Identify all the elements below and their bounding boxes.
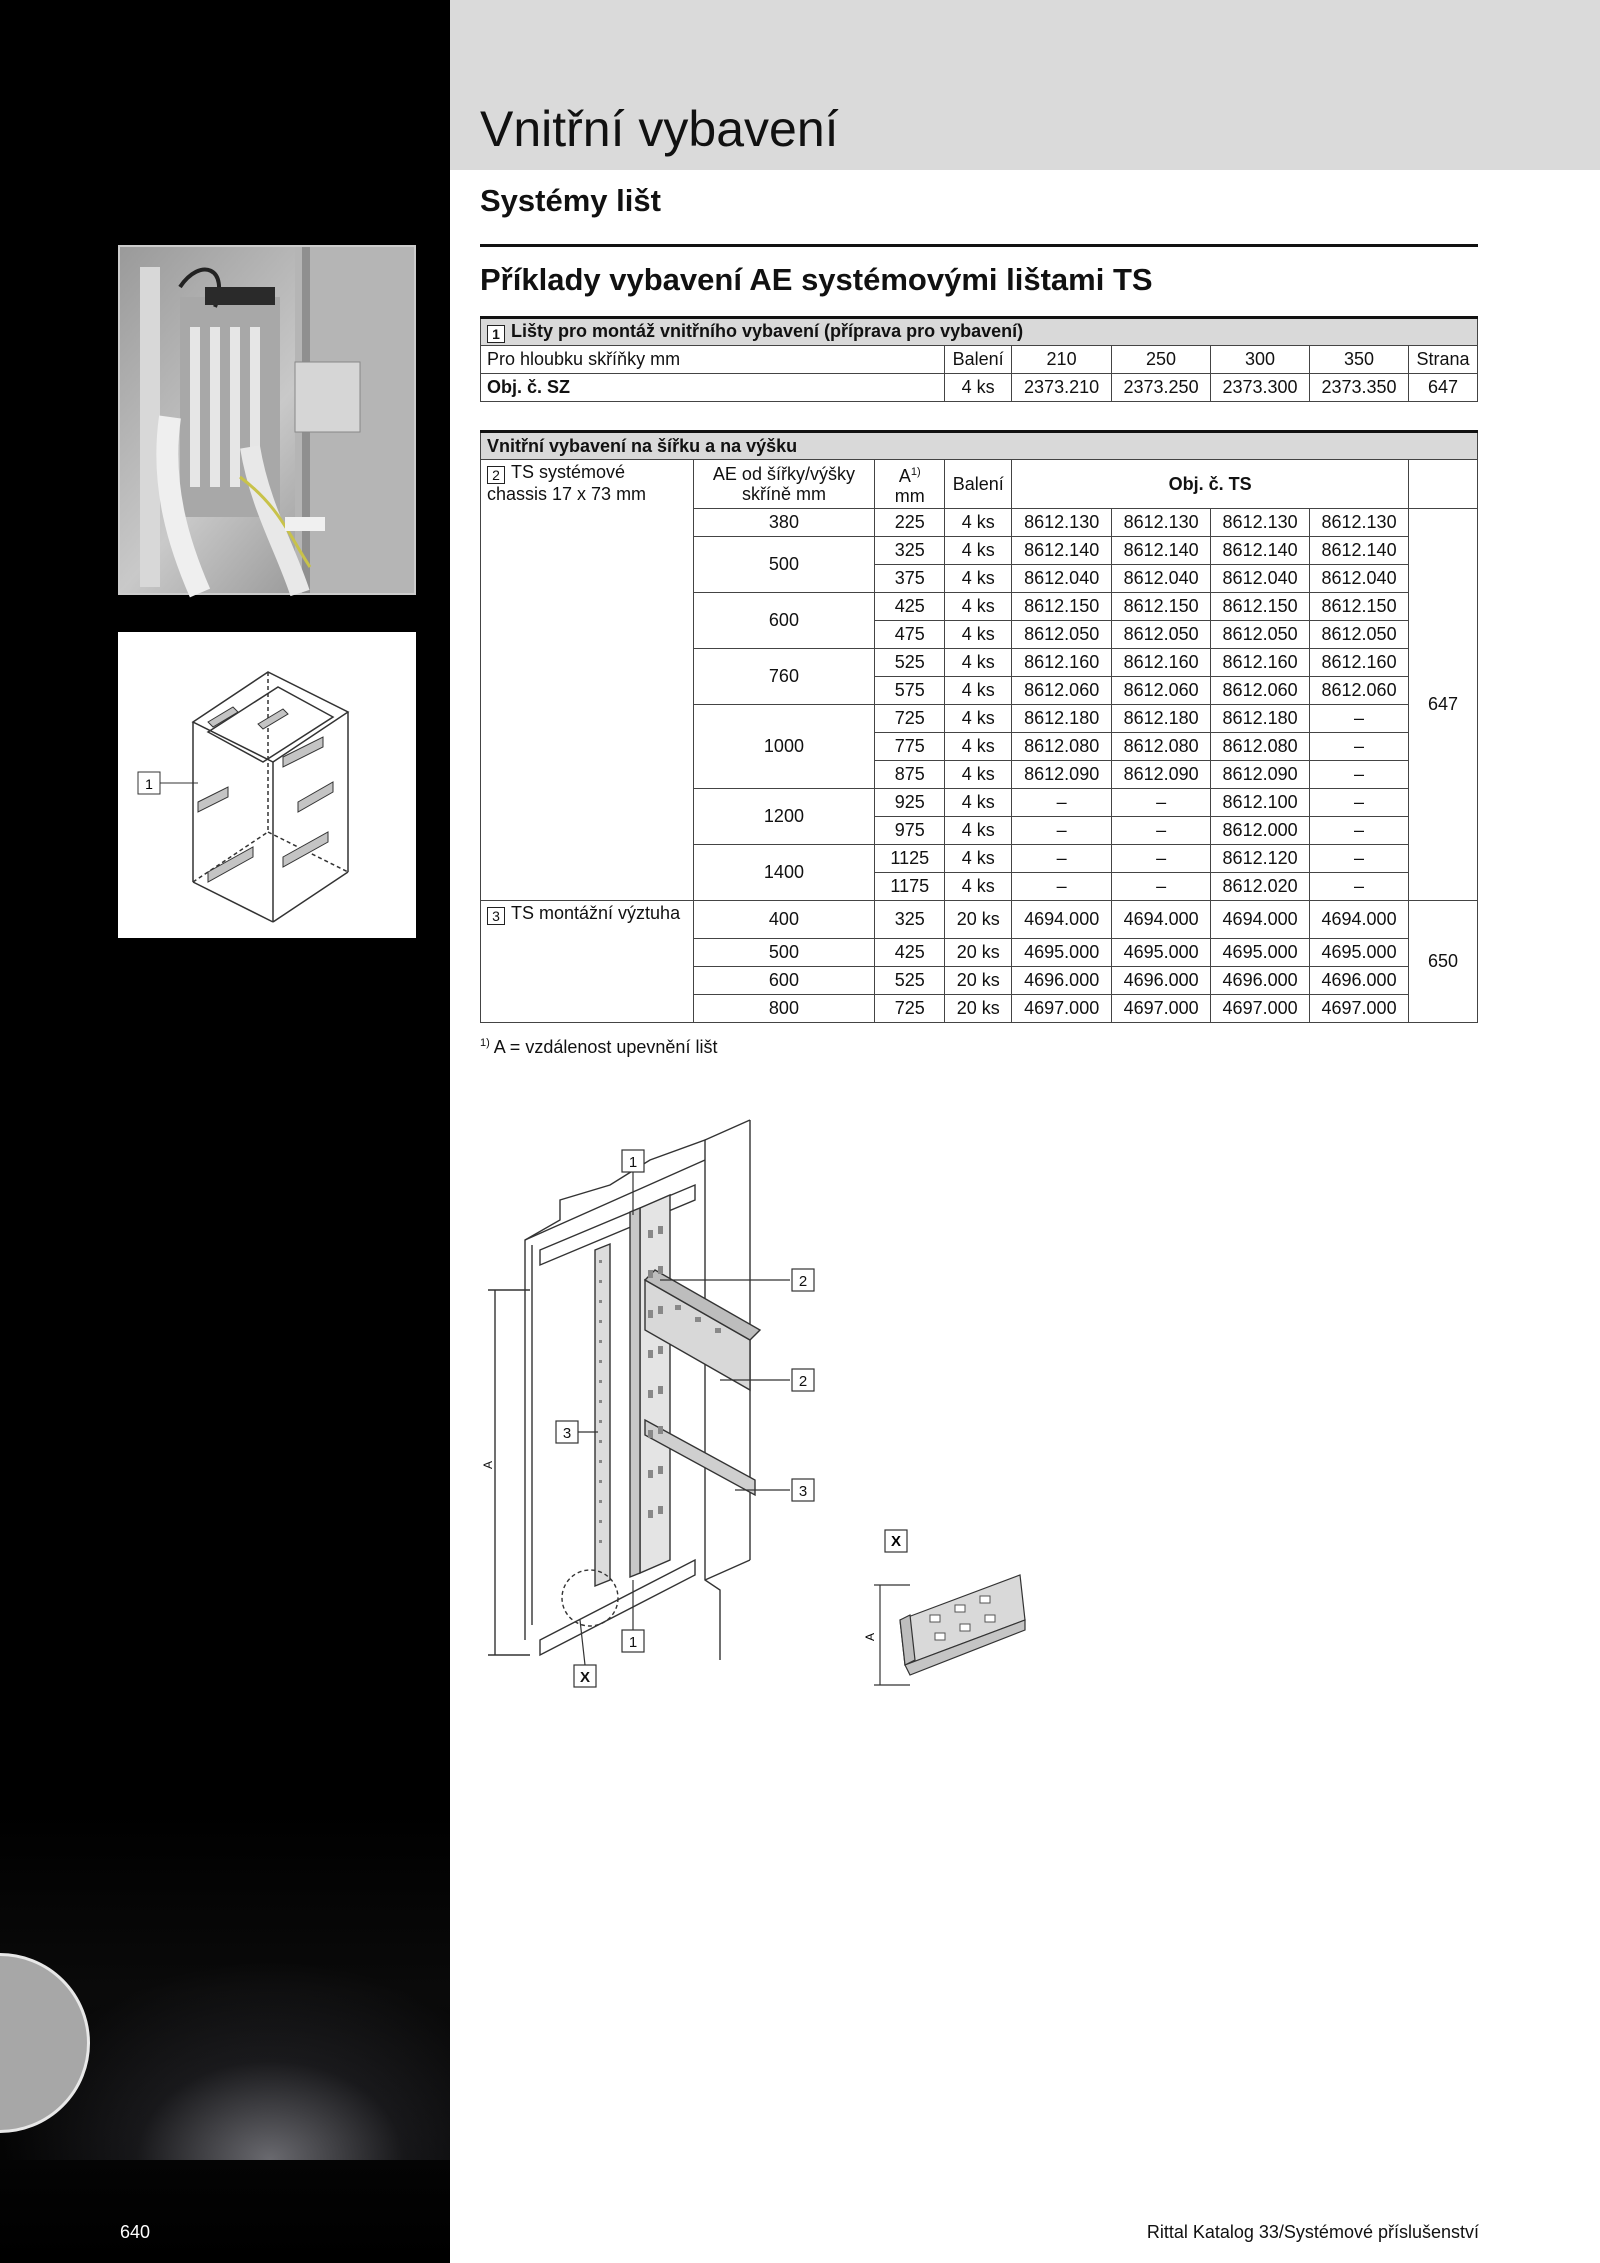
table2-cell: 8612.000 <box>1211 817 1310 845</box>
table2-cell: 8612.130 <box>1211 509 1310 537</box>
table2-cell: 325 <box>875 537 945 565</box>
table2-cell: 4 ks <box>945 593 1012 621</box>
table1-order-cell: 2373.210 <box>1012 374 1112 402</box>
table3-cell: 20 ks <box>945 995 1012 1023</box>
table2-cell: 8612.140 <box>1012 537 1112 565</box>
catalog-footer: Rittal Katalog 33/Systémové příslušenství <box>1146 2222 1479 2242</box>
table2-cell: 8612.160 <box>1112 649 1211 677</box>
table2-cell: 225 <box>875 509 945 537</box>
table3-cell: 4694.000 <box>1310 901 1409 939</box>
table3-cell: 4695.000 <box>1012 939 1112 967</box>
table2-cell: 775 <box>875 733 945 761</box>
table2-cell: 8612.140 <box>1112 537 1211 565</box>
table2-cell: – <box>1310 873 1409 901</box>
table2-cell: – <box>1310 789 1409 817</box>
table2-cell: 8612.060 <box>1112 677 1211 705</box>
table2-cell: 4 ks <box>945 873 1012 901</box>
table1-order-cell: 2373.350 <box>1310 374 1409 402</box>
table2-cell: 8612.180 <box>1211 705 1310 733</box>
footnote-text: A = vzdálenost upevnění lišt <box>493 1037 718 1057</box>
table2-cell: 8612.150 <box>1310 593 1409 621</box>
drawing-label-2-upper: 2 <box>798 1273 808 1290</box>
table1-depth-label: Pro hloubku skříňky mm <box>481 346 945 374</box>
table3-cell: 4695.000 <box>1211 939 1310 967</box>
marker-3: 3 <box>487 907 505 925</box>
table3-cell: 4695.000 <box>1310 939 1409 967</box>
ae-size-cell: 1200 <box>693 789 875 845</box>
ae-size-cell: 1400 <box>693 845 875 901</box>
cabinet-schematic <box>118 632 416 938</box>
table2-cell: 8612.130 <box>1112 509 1211 537</box>
item2-label-cell <box>481 460 694 901</box>
table2-cell: 8612.020 <box>1211 873 1310 901</box>
header-a-sup: 1) <box>910 466 921 478</box>
drawing-label-1-bottom: 1 <box>628 1634 638 1651</box>
table2-cell: 4 ks <box>945 761 1012 789</box>
table2-cell: – <box>1012 873 1112 901</box>
table3-cell: 525 <box>875 967 945 995</box>
table2-cell: 8612.150 <box>1112 593 1211 621</box>
page-number: 640 <box>120 2222 151 2242</box>
table2-cell: 4 ks <box>945 845 1012 873</box>
header-order-ts: Obj. č. TS <box>1012 460 1409 509</box>
table2-cell: 4 ks <box>945 789 1012 817</box>
table2-cell: 975 <box>875 817 945 845</box>
table2-cell: 8612.100 <box>1211 789 1310 817</box>
table2-cell: 8612.040 <box>1310 565 1409 593</box>
table2-cell: 8612.160 <box>1211 649 1310 677</box>
table3-cell: 4696.000 <box>1211 967 1310 995</box>
table1-page-header: Strana <box>1408 346 1477 374</box>
table2-cell: – <box>1310 761 1409 789</box>
table3-cell: 4696.000 <box>1112 967 1211 995</box>
schem-label-1: 1 <box>145 776 153 792</box>
header-packing: Balení <box>945 460 1012 509</box>
table3-cell: 4694.000 <box>1112 901 1211 939</box>
detail-x-drawing <box>863 1525 1060 1705</box>
section-title: Systémy lišt <box>480 183 661 218</box>
table2-cell: 8612.140 <box>1310 537 1409 565</box>
table2-cell: 725 <box>875 705 945 733</box>
table2-cell: – <box>1310 817 1409 845</box>
table3-cell: 725 <box>875 995 945 1023</box>
table2-cell: – <box>1310 845 1409 873</box>
table3-cell: 4695.000 <box>1112 939 1211 967</box>
table3-cell: 20 ks <box>945 939 1012 967</box>
table2-title: Vnitřní vybavení na šířku a na výšku <box>481 432 1478 460</box>
table2-cell: – <box>1310 733 1409 761</box>
table1-depth-cell: 250 <box>1112 346 1211 374</box>
table2-cell: 925 <box>875 789 945 817</box>
table1-order-cell: 2373.250 <box>1112 374 1211 402</box>
header-a-unit: mm <box>894 486 925 506</box>
ae-size-cell: 500 <box>693 537 875 593</box>
table2-cell: 8612.090 <box>1112 761 1211 789</box>
table3-cell: 4697.000 <box>1112 995 1211 1023</box>
table2-cell: 8612.080 <box>1112 733 1211 761</box>
drawing-label-2-lower: 2 <box>798 1373 808 1390</box>
table2-cell: 8612.090 <box>1211 761 1310 789</box>
table1-page-cell: 647 <box>1408 374 1477 402</box>
table2-cell: 4 ks <box>945 565 1012 593</box>
table2-cell: 8612.080 <box>1012 733 1112 761</box>
marker-2: 2 <box>487 466 505 484</box>
item3-label: TS montážní výztuha <box>511 903 681 923</box>
table2-cell: 8612.050 <box>1112 621 1211 649</box>
marker-1: 1 <box>487 325 505 343</box>
footnote <box>480 1037 717 1058</box>
table2-cell: 525 <box>875 649 945 677</box>
footnote-sup: 1) <box>480 1037 490 1049</box>
page-cell-647: 647 <box>1409 509 1478 901</box>
table2-cell: 4 ks <box>945 705 1012 733</box>
ae-size-cell: 380 <box>693 509 875 537</box>
table2-cell: 8612.180 <box>1112 705 1211 733</box>
table1-depth-cell: 300 <box>1211 346 1310 374</box>
page-title: Vnitřní vybavení <box>480 101 839 157</box>
table-rails-depth <box>480 316 1478 402</box>
table1-depth-cell: 210 <box>1012 346 1112 374</box>
table2-cell: 8612.050 <box>1211 621 1310 649</box>
drawing-label-3-left: 3 <box>562 1425 572 1442</box>
ae-size-cell: 600 <box>693 593 875 649</box>
item2-label: TS systémové chassis 17 x 73 mm <box>487 462 647 504</box>
table3-cell: 500 <box>693 939 875 967</box>
detail-label-x: X <box>890 1533 902 1550</box>
table2-cell: 1125 <box>875 845 945 873</box>
subsection-title: Příklady vybavení AE systémovými lištami TS <box>480 262 1153 297</box>
table2-cell: 4 ks <box>945 733 1012 761</box>
table3-cell: 4694.000 <box>1012 901 1112 939</box>
table2-cell: 4 ks <box>945 621 1012 649</box>
table2-cell: 475 <box>875 621 945 649</box>
table1-order-label: Obj. č. SZ <box>481 374 945 402</box>
table2-cell: 8612.040 <box>1211 565 1310 593</box>
table3-cell: 4694.000 <box>1211 901 1310 939</box>
table3-cell: 4697.000 <box>1012 995 1112 1023</box>
item3-label-cell <box>481 901 694 1023</box>
table2-cell: 8612.080 <box>1211 733 1310 761</box>
table2-cell: 375 <box>875 565 945 593</box>
product-photo <box>118 245 416 595</box>
table2-cell: – <box>1112 789 1211 817</box>
table2-cell: 4 ks <box>945 677 1012 705</box>
table2-cell: 8612.050 <box>1310 621 1409 649</box>
page-header-blank <box>1409 460 1478 509</box>
ae-size-cell: 1000 <box>693 705 875 789</box>
header-ae: AE od šířky/výšky skříně mm <box>693 460 875 509</box>
table3-cell: 4697.000 <box>1211 995 1310 1023</box>
table1-packing-cell: 4 ks <box>945 374 1012 402</box>
table2-cell: 8612.120 <box>1211 845 1310 873</box>
table3-cell: 4696.000 <box>1012 967 1112 995</box>
header-a <box>875 460 945 509</box>
dimension-label-a: A <box>481 1460 495 1470</box>
table3-cell: 800 <box>693 995 875 1023</box>
table2-cell: 4 ks <box>945 649 1012 677</box>
table1-packing-header: Balení <box>945 346 1012 374</box>
table-interior-equipment <box>480 430 1478 1023</box>
ae-size-cell: 760 <box>693 649 875 705</box>
table3-cell: 400 <box>693 901 875 939</box>
table2-cell: – <box>1310 705 1409 733</box>
table2-cell: 1175 <box>875 873 945 901</box>
table2-cell: 8612.050 <box>1012 621 1112 649</box>
table2-cell: 8612.060 <box>1012 677 1112 705</box>
table2-cell: 8612.060 <box>1211 677 1310 705</box>
table2-cell: 8612.150 <box>1012 593 1112 621</box>
drawing-label-x: X <box>579 1669 591 1686</box>
detail-dimension-a: A <box>863 1632 877 1642</box>
table1-title: Lišty pro montáž vnitřního vybavení (příprava pro vybavení) <box>511 321 1024 341</box>
table1-title-cell <box>481 318 1478 346</box>
table2-cell: 8612.040 <box>1112 565 1211 593</box>
header-a-letter: A <box>898 466 911 486</box>
table2-cell: 8612.160 <box>1012 649 1112 677</box>
table2-cell: 8612.140 <box>1211 537 1310 565</box>
table2-cell: 8612.130 <box>1012 509 1112 537</box>
table2-cell: 8612.060 <box>1310 677 1409 705</box>
table1-depth-cell: 350 <box>1310 346 1409 374</box>
drawing-label-1-top: 1 <box>628 1154 638 1171</box>
table2-cell: 875 <box>875 761 945 789</box>
table3-cell: 600 <box>693 967 875 995</box>
table2-cell: 8612.150 <box>1211 593 1310 621</box>
table2-cell: 8612.090 <box>1012 761 1112 789</box>
drawing-label-3-right: 3 <box>798 1483 808 1500</box>
table2-cell: 425 <box>875 593 945 621</box>
table2-cell: 8612.040 <box>1012 565 1112 593</box>
table3-cell: 4697.000 <box>1310 995 1409 1023</box>
table3-cell: 325 <box>875 901 945 939</box>
page-cell-650: 650 <box>1409 901 1478 1023</box>
table2-cell: 575 <box>875 677 945 705</box>
table2-cell: 4 ks <box>945 537 1012 565</box>
table2-cell: – <box>1012 845 1112 873</box>
table3-cell: 20 ks <box>945 901 1012 939</box>
table2-cell: 8612.130 <box>1310 509 1409 537</box>
table1-order-cell: 2373.300 <box>1211 374 1310 402</box>
table2-cell: 4 ks <box>945 817 1012 845</box>
table2-cell: – <box>1012 817 1112 845</box>
section-rule <box>480 244 1478 247</box>
table2-cell: – <box>1112 817 1211 845</box>
table3-cell: 20 ks <box>945 967 1012 995</box>
table3-cell: 425 <box>875 939 945 967</box>
table3-cell: 4696.000 <box>1310 967 1409 995</box>
table2-cell: – <box>1112 845 1211 873</box>
table2-cell: 8612.180 <box>1012 705 1112 733</box>
table2-cell: – <box>1012 789 1112 817</box>
table2-cell: – <box>1112 873 1211 901</box>
table2-cell: 4 ks <box>945 509 1012 537</box>
table2-cell: 8612.160 <box>1310 649 1409 677</box>
